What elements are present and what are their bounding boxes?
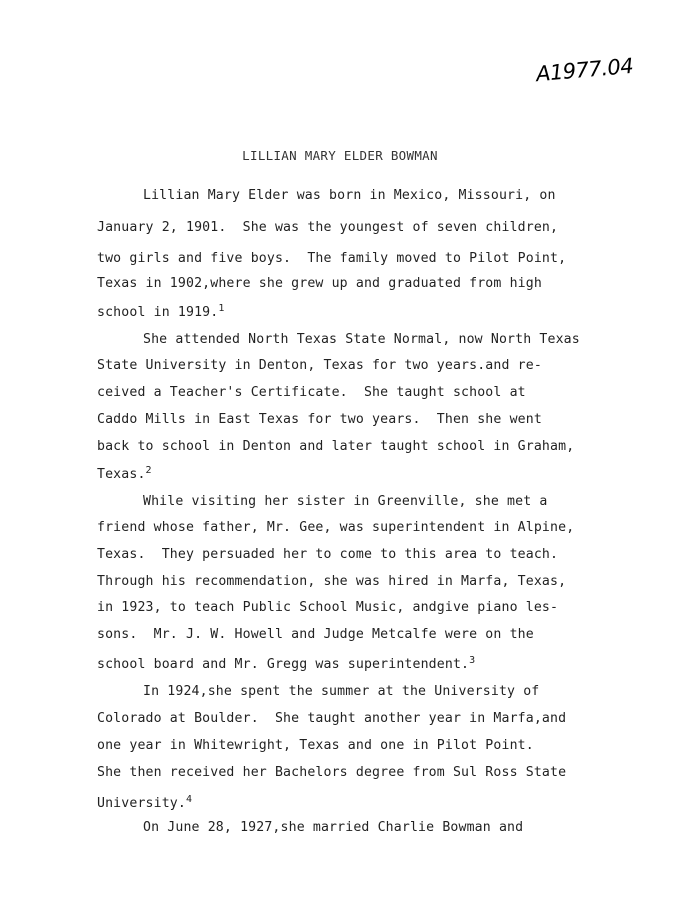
text-line: sons. Mr. J. W. Howell and Judge Metcalfe were on the [97, 627, 534, 642]
document-title: LILLIAN MARY ELDER BOWMAN [242, 148, 438, 163]
text-line: University.$^4$ [97, 794, 193, 811]
text-line: She attended North Texas State Normal, now North Texas [143, 332, 580, 347]
text-line: Colorado at Boulder. She taught another year in Marfa,and [97, 711, 567, 726]
text-line: Through his recommendation, she was hired in Marfa, Texas, [97, 574, 567, 589]
text-line: In 1924,she spent the summer at the University of [143, 684, 540, 699]
text-line: State University in Denton, Texas for two years.and re- [97, 358, 542, 373]
text-line: two girls and five boys. The family moved to Pilot Point, [97, 251, 567, 266]
text-line: back to school in Denton and later taught school in Graham, [97, 439, 575, 454]
text-line: Texas in 1902,where she grew up and graduated from high [97, 276, 542, 291]
text-line: one year in Whitewright, Texas and one in Pilot Point. [97, 738, 534, 753]
text-line: January 2, 1901. She was the youngest of seven children, [97, 220, 559, 235]
text-line: Caddo Mills in East Texas for two years. Then she went [97, 412, 542, 427]
text-line: school board and Mr. Gregg was superintendent.$^3$ [97, 655, 476, 672]
text-line: While visiting her sister in Greenville, she met a [143, 494, 548, 509]
text-line: ceived a Teacher's Certificate. She taught school at [97, 385, 526, 400]
catalog-number: A1977.04 [535, 53, 635, 87]
text-line: Texas. They persuaded her to come to this area to teach. [97, 547, 559, 562]
footnote-marker: 4 [186, 794, 193, 805]
footnote-marker: 1 [218, 303, 225, 314]
text-line: Lillian Mary Elder was born in Mexico, Missouri, on [143, 188, 556, 203]
text-line: On June 28, 1927,she married Charlie Bowman and [143, 820, 524, 835]
footnote-marker: 3 [469, 655, 476, 666]
text-line: Texas.$^2$ [97, 465, 152, 482]
footnote-marker: 2 [145, 465, 152, 476]
text-line: She then received her Bachelors degree from Sul Ross State [97, 765, 567, 780]
text-line: in 1923, to teach Public School Music, andgive piano les- [97, 600, 559, 615]
text-line: friend whose father, Mr. Gee, was superintendent in Alpine, [97, 520, 575, 535]
text-line: school in 1919.$^1$ [97, 303, 225, 320]
